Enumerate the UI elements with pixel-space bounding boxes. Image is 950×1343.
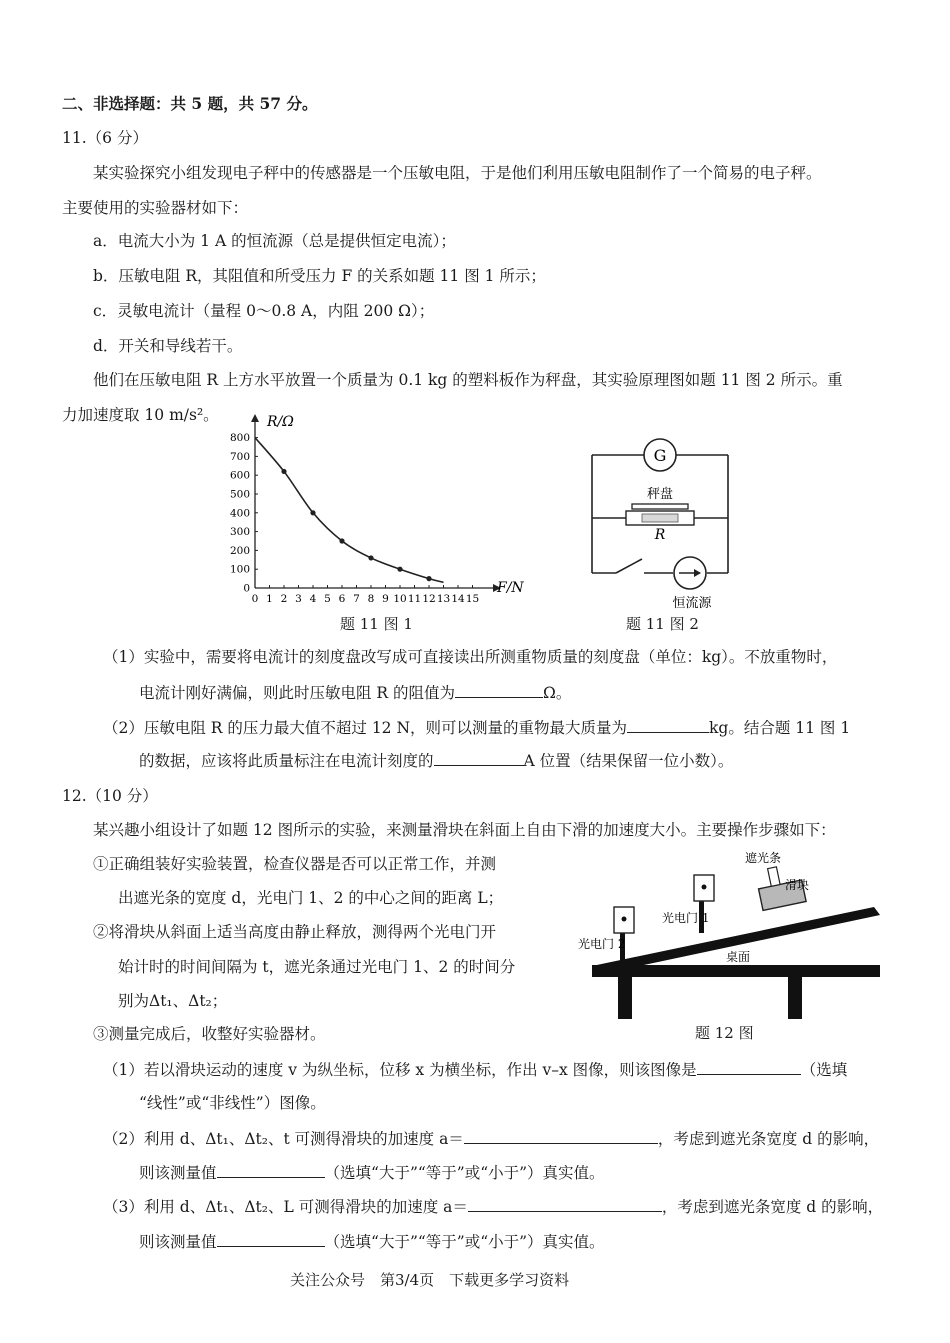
x-tick-label: 2	[280, 593, 288, 605]
y-tick-label: 500	[229, 488, 250, 501]
q12-sub2-text-2: 则该测量值	[139, 1164, 217, 1182]
q11-sub2-unit: kg。结合题 11 图 1	[709, 719, 851, 737]
fig11-1-caption: 题 11 图 1	[340, 615, 413, 633]
q11-sub2-line2	[139, 750, 733, 771]
fig11-2-caption: 题 11 图 2	[626, 615, 699, 633]
data-point	[397, 567, 402, 572]
q11-sub1-line2	[139, 682, 571, 703]
q12-step2-line2: 始计时的时间间隔为 t，遮光条通过光电门 1、2 的时间分	[118, 958, 516, 976]
gate2-lens	[622, 917, 627, 922]
galvanometer-label: G	[653, 446, 667, 465]
x-tick-label: 12	[422, 593, 436, 605]
q12-step2-line1: ②将滑块从斜面上适当高度由静止释放，测得两个光电门开	[93, 923, 497, 941]
q12-intro: 某兴趣小组设计了如题 12 图所示的实验，来测量滑块在斜面上自由下滑的加速度大小。主要操作步骤如下：	[93, 821, 836, 839]
q11-sub1-text: 电流计刚好满偏，则此时压敏电阻 R 的阻值为	[139, 684, 456, 702]
q12-answer-blank-5[interactable]	[217, 1231, 325, 1247]
data-point	[426, 576, 431, 581]
x-tick-label: 4	[309, 593, 317, 605]
y-tick-label: 600	[229, 469, 250, 482]
y-axis-label: R/Ω	[267, 414, 294, 430]
x-tick-label: 9	[382, 593, 389, 605]
x-tick-label: 1	[266, 593, 273, 605]
q12-sub1-line2: “线性”或“非线性”）图像。	[139, 1094, 326, 1112]
q12-answer-blank-4[interactable]	[468, 1196, 662, 1212]
y-tick-label: 200	[229, 544, 250, 557]
q11-item-d: d．开关和导线若干。	[93, 337, 243, 355]
section-header: 二、非选择题：共 5 题，共 57 分。	[62, 94, 318, 113]
q12-sub2-text: （2）利用 d、Δt₁、Δt₂、t 可测得滑块的加速度 a＝	[103, 1130, 464, 1148]
x-tick-label: 6	[338, 593, 346, 605]
q11-answer-blank-1[interactable]	[455, 682, 543, 698]
data-point	[339, 538, 344, 543]
q12-sub1-line1	[103, 1059, 847, 1080]
x-tick-label: 5	[324, 593, 331, 605]
q12-sub3-line2	[139, 1231, 605, 1252]
x-tick-label: 3	[295, 593, 302, 605]
gate1-label: 光电门 1	[662, 911, 710, 925]
q12-step3: ③测量完成后，收整好实验器材。	[93, 1025, 326, 1043]
table-label: 桌面	[726, 950, 751, 964]
y-tick-label: 100	[229, 563, 250, 576]
y-tick-label: 0	[243, 582, 250, 595]
q12-sub3-text: （3）利用 d、Δt₁、Δt₂、L 可测得滑块的加速度 a＝	[103, 1198, 468, 1216]
q12-number: 12.（10 分）	[62, 787, 158, 805]
switch-blade	[616, 559, 642, 573]
x-tick-label: 11	[407, 593, 422, 605]
resistor-label: R	[654, 527, 666, 543]
q11-answer-blank-2[interactable]	[627, 717, 709, 733]
table-leg-right	[788, 975, 802, 1019]
q11-sub1-unit: Ω。	[543, 684, 572, 702]
q11-intro-line1: 某实验探究小组发现电子秤中的传感器是一个压敏电阻，于是他们利用压敏电阻制作了一个简易的电子秤。	[93, 164, 822, 182]
r-f-curve	[255, 438, 444, 583]
q12-sub3-note: ，考虑到遮光条宽度 d 的影响，	[661, 1198, 884, 1216]
q12-sub2-line2	[139, 1162, 605, 1183]
table-leg-left	[618, 975, 632, 1019]
q12-step1-line2: 出遮光条的宽度 d，光电门 1、2 的中心之间的距离 L；	[118, 889, 504, 907]
q12-sub3-text-2: 则该测量值	[139, 1233, 217, 1251]
q11-sub2-line1	[103, 717, 850, 738]
current-source-label: 恒流源	[672, 596, 712, 611]
slider-label: 滑块	[785, 878, 810, 892]
y-tick-label: 300	[229, 526, 250, 539]
x-tick-label: 15	[465, 593, 480, 605]
x-tick-label: 0	[251, 593, 259, 605]
q11-sub2-text-2: 的数据，应该将此质量标注在电流计刻度的	[139, 752, 434, 770]
circuit-diagram	[580, 435, 740, 615]
q12-sub3-line1	[103, 1196, 883, 1217]
x-tick-label: 10	[393, 593, 407, 605]
q12-sub1-choice: （选填	[800, 1061, 848, 1079]
fig12-caption: 题 12 图	[695, 1024, 754, 1042]
x-tick-label: 8	[367, 593, 375, 605]
x-tick-label: 14	[451, 593, 465, 605]
q11-para-line2: 力加速度取 10 m/s²。	[62, 406, 219, 424]
page-footer: 关注公众号 第3/4页 下载更多学习资料	[290, 1271, 570, 1289]
strip-label: 遮光条	[745, 851, 782, 865]
q11-sub1-line1: （1）实验中，需要将电流计的刻度盘改写成可直接读出所测重物质量的刻度盘（单位：kg）。不放重物时，	[103, 648, 838, 666]
resistor-core	[642, 514, 678, 522]
q12-step2-line3: 别为Δt₁、Δt₂；	[118, 992, 228, 1010]
pan-plate	[632, 504, 688, 509]
q12-answer-blank-1[interactable]	[697, 1059, 801, 1075]
x-tick-label: 13	[436, 593, 451, 605]
q11-item-b: b．压敏电阻 R，其阻值和所受压力 F 的关系如题 11 图 1 所示；	[93, 267, 546, 285]
y-tick-label: 800	[229, 432, 250, 445]
q12-answer-blank-2[interactable]	[464, 1128, 658, 1144]
gate1-lens	[702, 885, 707, 890]
y-axis-arrow	[251, 414, 259, 422]
r-f-chart	[215, 410, 535, 610]
incline-apparatus	[570, 845, 890, 1020]
q11-answer-blank-3[interactable]	[434, 750, 524, 766]
light-strip	[768, 867, 780, 886]
q12-answer-blank-3[interactable]	[217, 1162, 325, 1178]
q11-para-line1: 他们在压敏电阻 R 上方水平放置一个质量为 0.1 kg 的塑料板作为秤盘，其实验原理图如题 11 图 2 所示。重	[93, 371, 843, 389]
x-tick-label: 7	[353, 593, 360, 605]
data-point	[310, 510, 315, 515]
q11-number: 11.（6 分）	[62, 129, 148, 147]
y-tick-label: 400	[229, 507, 250, 520]
q11-item-a: a．电流大小为 1 A 的恒流源（总是提供恒定电流）；	[93, 232, 456, 250]
q11-item-c: c．灵敏电流计（量程 0～0.8 A，内阻 200 Ω）；	[93, 302, 435, 320]
q12-sub3-choice: （选填“大于”“等于”或“小于”）真实值。	[324, 1233, 605, 1251]
q11-intro-line2: 主要使用的实验器材如下：	[62, 199, 249, 217]
data-point	[281, 469, 286, 474]
y-tick-label: 700	[229, 450, 250, 463]
q12-sub2-choice: （选填“大于”“等于”或“小于”）真实值。	[324, 1164, 605, 1182]
q12-step1-line1: ①正确组装好实验装置，检查仪器是否可以正常工作，并测	[93, 855, 497, 873]
q12-sub2-line1	[103, 1128, 879, 1149]
q12-sub1-text: （1）若以滑块运动的速度 v 为纵坐标，位移 x 为横坐标，作出 v–x 图像，则该图像是	[103, 1061, 697, 1079]
q12-sub2-note: ，考虑到遮光条宽度 d 的影响，	[657, 1130, 880, 1148]
x-axis-label: F/N	[497, 580, 524, 596]
gate2-label: 光电门 2	[578, 937, 626, 951]
q11-sub2-unit-2: A 位置（结果保留一位小数）。	[523, 752, 734, 770]
q11-sub2-text: （2）压敏电阻 R 的压力最大值不超过 12 N，则可以测量的重物最大质量为	[103, 719, 628, 737]
pan-label: 秤盘	[646, 487, 674, 502]
data-point	[368, 555, 373, 560]
